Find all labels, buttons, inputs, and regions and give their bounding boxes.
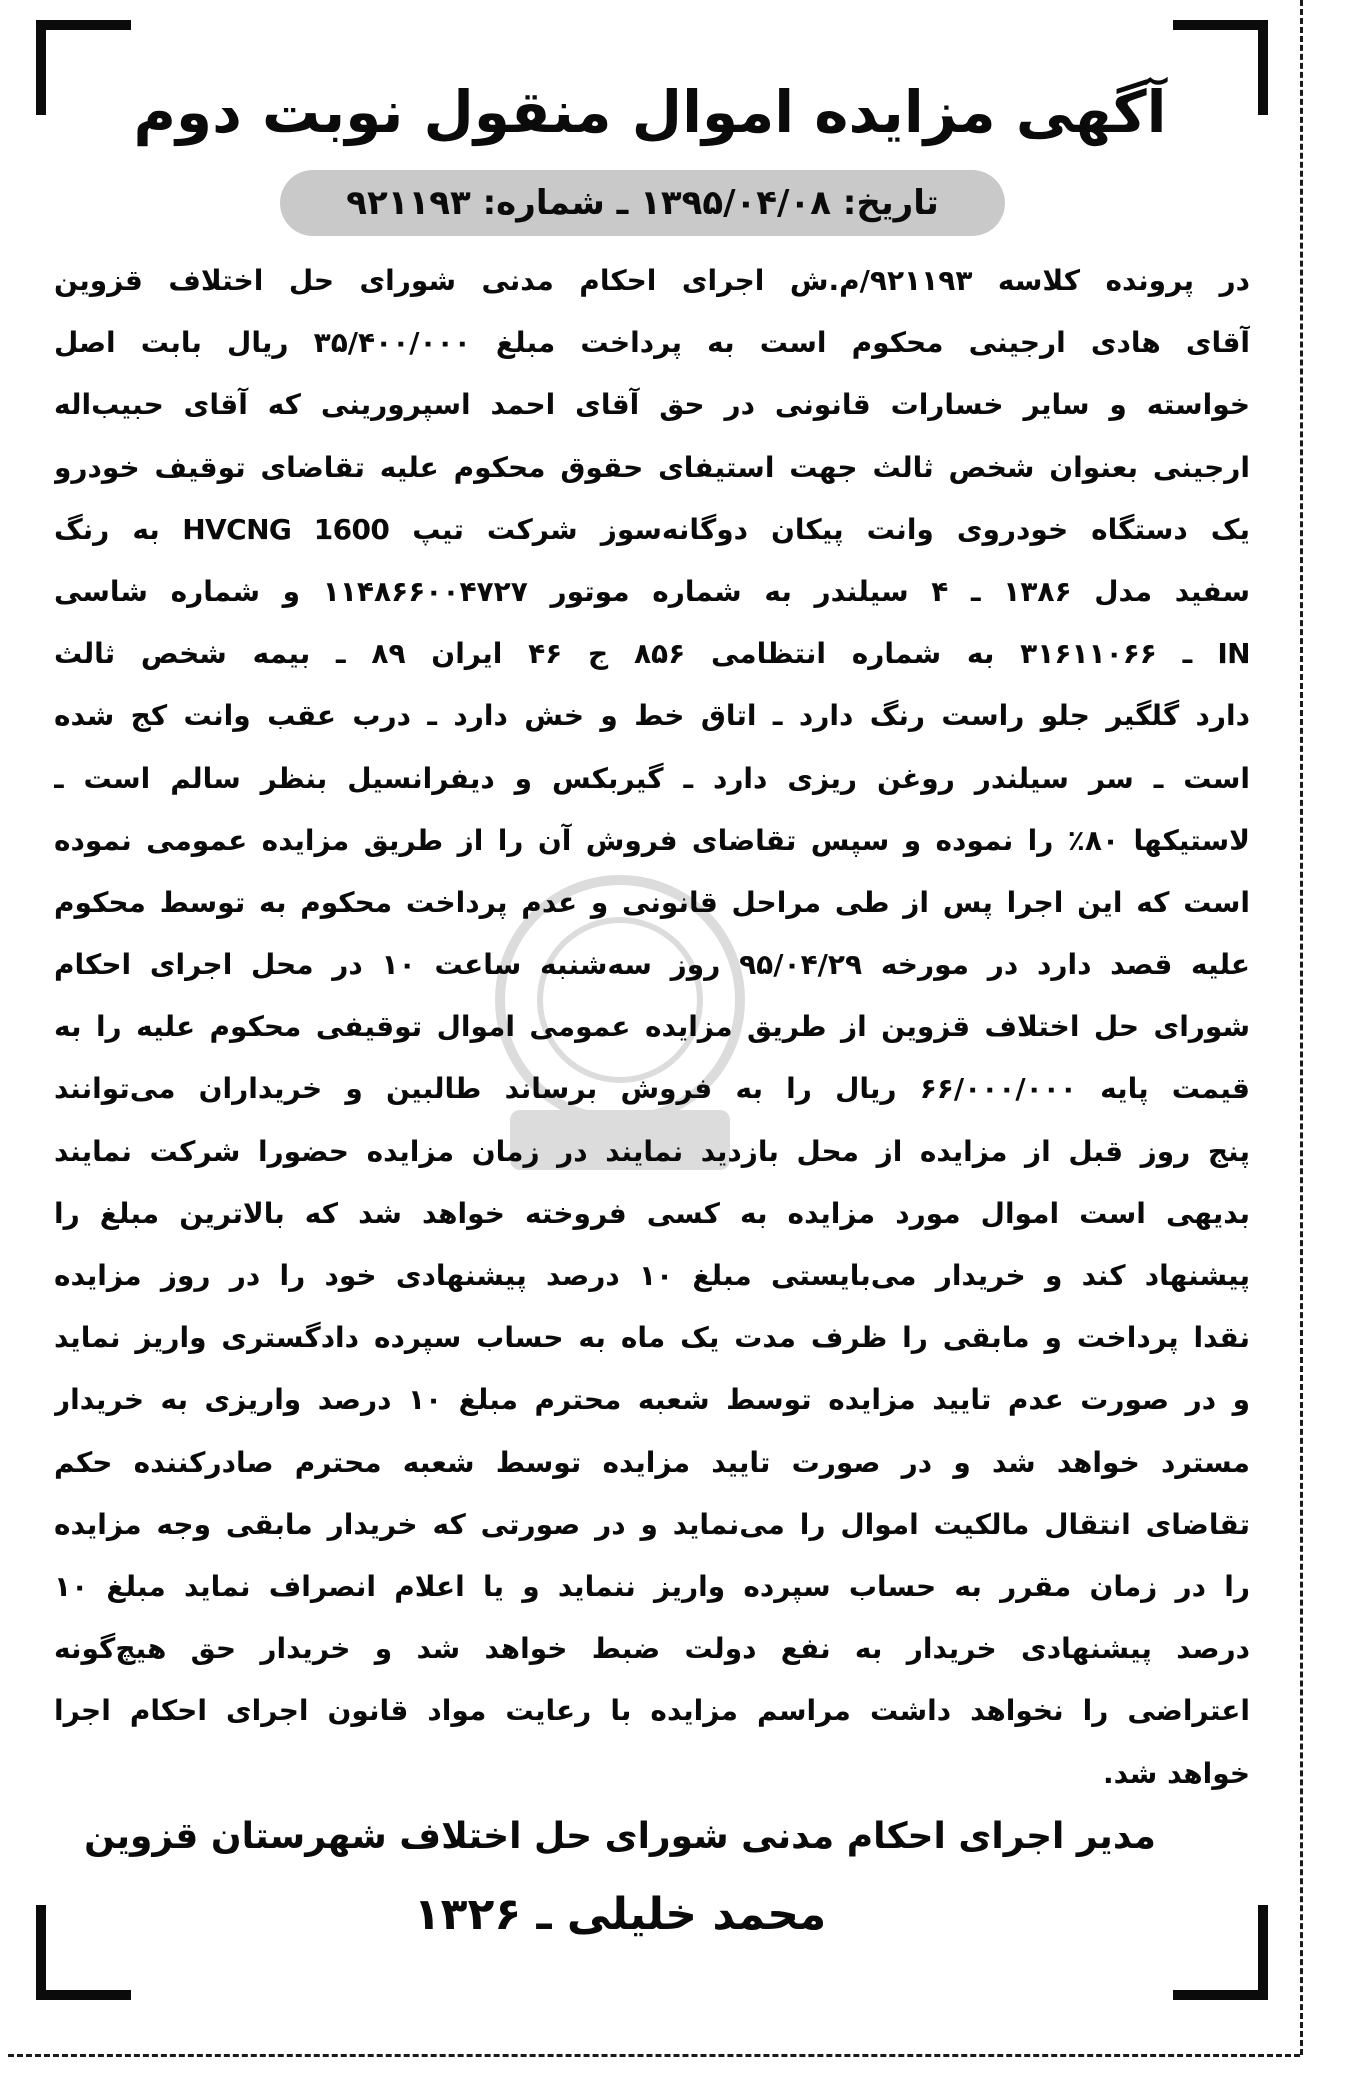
body-line: IN ـ ۳۱۶۱۱۰۶۶ به شماره انتظامی ۸۵۶ ج ۴۶ ایران ۸۹ ـ بیمه شخص ثالث <box>54 637 1250 671</box>
body-line: سفید مدل ۱۳۸۶ ـ ۴ سیلندر به شماره موتور ۱۱۴۸۶۶۰۰۴۷۲۷ و شماره شاسی <box>54 574 1250 608</box>
signature-name: محمد خلیلی ـ ۱۳۲۶ <box>413 1889 827 1940</box>
notice-body <box>54 250 1250 1805</box>
page-bottom-divider-dashed <box>8 2054 1300 2057</box>
body-line: است ـ سر سیلندر روغن ریزی دارد ـ گیربکس و دیفرانسیل بنظر سالم است ـ <box>54 761 1250 795</box>
body-line: اعتراضی را نخواهد داشت مراسم مزایده با رعایت مواد قانون اجرای احکام اجرا <box>54 1694 1250 1728</box>
body-line: نقدا پرداخت و مابقی را ظرف مدت یک ماه به حساب سپرده دادگستری واریز نماید <box>54 1321 1250 1355</box>
body-line: خواسته و سایر خسارات قانونی در حق آقای احمد اسپرورینی که آقای حبیب‌اله <box>54 388 1250 422</box>
body-line: علیه قصد دارد در مورخه ۹۵/۰۴/۲۹ روز سه‌شنبه ساعت ۱۰ در محل اجرای احکام <box>54 948 1250 982</box>
body-line: بدیهی است اموال مورد مزایده به کسی فروخته خواهد شد که بالاترین مبلغ را <box>54 1196 1250 1230</box>
column-divider-dashed <box>1300 0 1303 2055</box>
body-line: در پرونده کلاسه ۹۲۱۱۹۳/م.ش اجرای احکام مدنی شورای حل اختلاف قزوین <box>54 264 1250 297</box>
body-line: شورای حل اختلاف قزوین از طریق مزایده عمومی اموال توقیفی محکوم علیه را به <box>54 1010 1250 1044</box>
notice-title: آگهی مزایده اموال منقول نوبت دوم <box>133 78 1167 146</box>
body-line: مسترد خواهد شد و در صورت تایید مزایده توسط شعبه محترم صادرکننده حکم <box>54 1445 1250 1479</box>
body-line: و در صورت عدم تایید مزایده توسط شعبه محترم مبلغ ۱۰ درصد واریزی به خریدار <box>54 1383 1250 1417</box>
body-line: درصد پیشنهادی خریدار به نفع دولت ضبط خواهد شد و خریدار حق هیچ‌گونه <box>54 1632 1250 1666</box>
body-line: قیمت پایه ۶۶/۰۰۰/۰۰۰ ریال را به فروش برساند طالبین و خریداران می‌توانند <box>54 1072 1250 1106</box>
signature-office: مدیر اجرای احکام مدنی شورای حل اختلاف شهرستان قزوین <box>84 1816 1156 1857</box>
body-line: دارد گلگیر جلو راست رنگ دارد ـ اتاق خط و خش دارد ـ درب عقب وانت کج شده <box>54 699 1250 733</box>
body-line: را در زمان مقرر به حساب سپرده واریز ننماید و یا اعلام انصراف نماید مبلغ ۱۰ <box>54 1569 1250 1603</box>
body-line: است که این اجرا پس از طی مراحل قانونی و عدم پرداخت محکوم به توسط محکوم <box>54 885 1250 919</box>
body-line: ارجینی بعنوان شخص ثالث جهت استیفای حقوق محکوم علیه تقاضای توقیف خودرو <box>54 450 1250 484</box>
body-line: پنج روز قبل از مزایده از محل بازدید نمایند در زمان مزایده حضورا شرکت نمایند <box>54 1134 1250 1168</box>
body-line: آقای هادی ارجینی محکوم است به پرداخت مبلغ ۳۵/۴۰۰/۰۰۰ ریال بابت اصل <box>54 326 1250 360</box>
body-line: لاستیکها ۸۰٪ را نموده و سپس تقاضای فروش آن را از طریق مزایده عمومی نموده <box>54 823 1250 857</box>
date-number-badge: تاریخ: ۱۳۹۵/۰۴/۰۸ ـ شماره: ۹۲۱۱۹۳ <box>280 170 1005 236</box>
frame-corner-bottom-right <box>1173 1905 1268 2000</box>
body-line: خواهد شد. <box>1102 1756 1250 1790</box>
body-line: پیشنهاد کند و خریدار می‌بایستی مبلغ ۱۰ درصد پیشنهادی خود را در روز مزایده <box>54 1259 1250 1292</box>
body-line: تقاضای انتقال مالکیت اموال را می‌نماید و در صورتی که خریدار مابقی وجه مزایده <box>54 1507 1250 1541</box>
body-line: یک دستگاه خودروی وانت پیکان دوگانه‌سوز شرکت تیپ HVCNG 1600 به رنگ <box>54 512 1250 546</box>
